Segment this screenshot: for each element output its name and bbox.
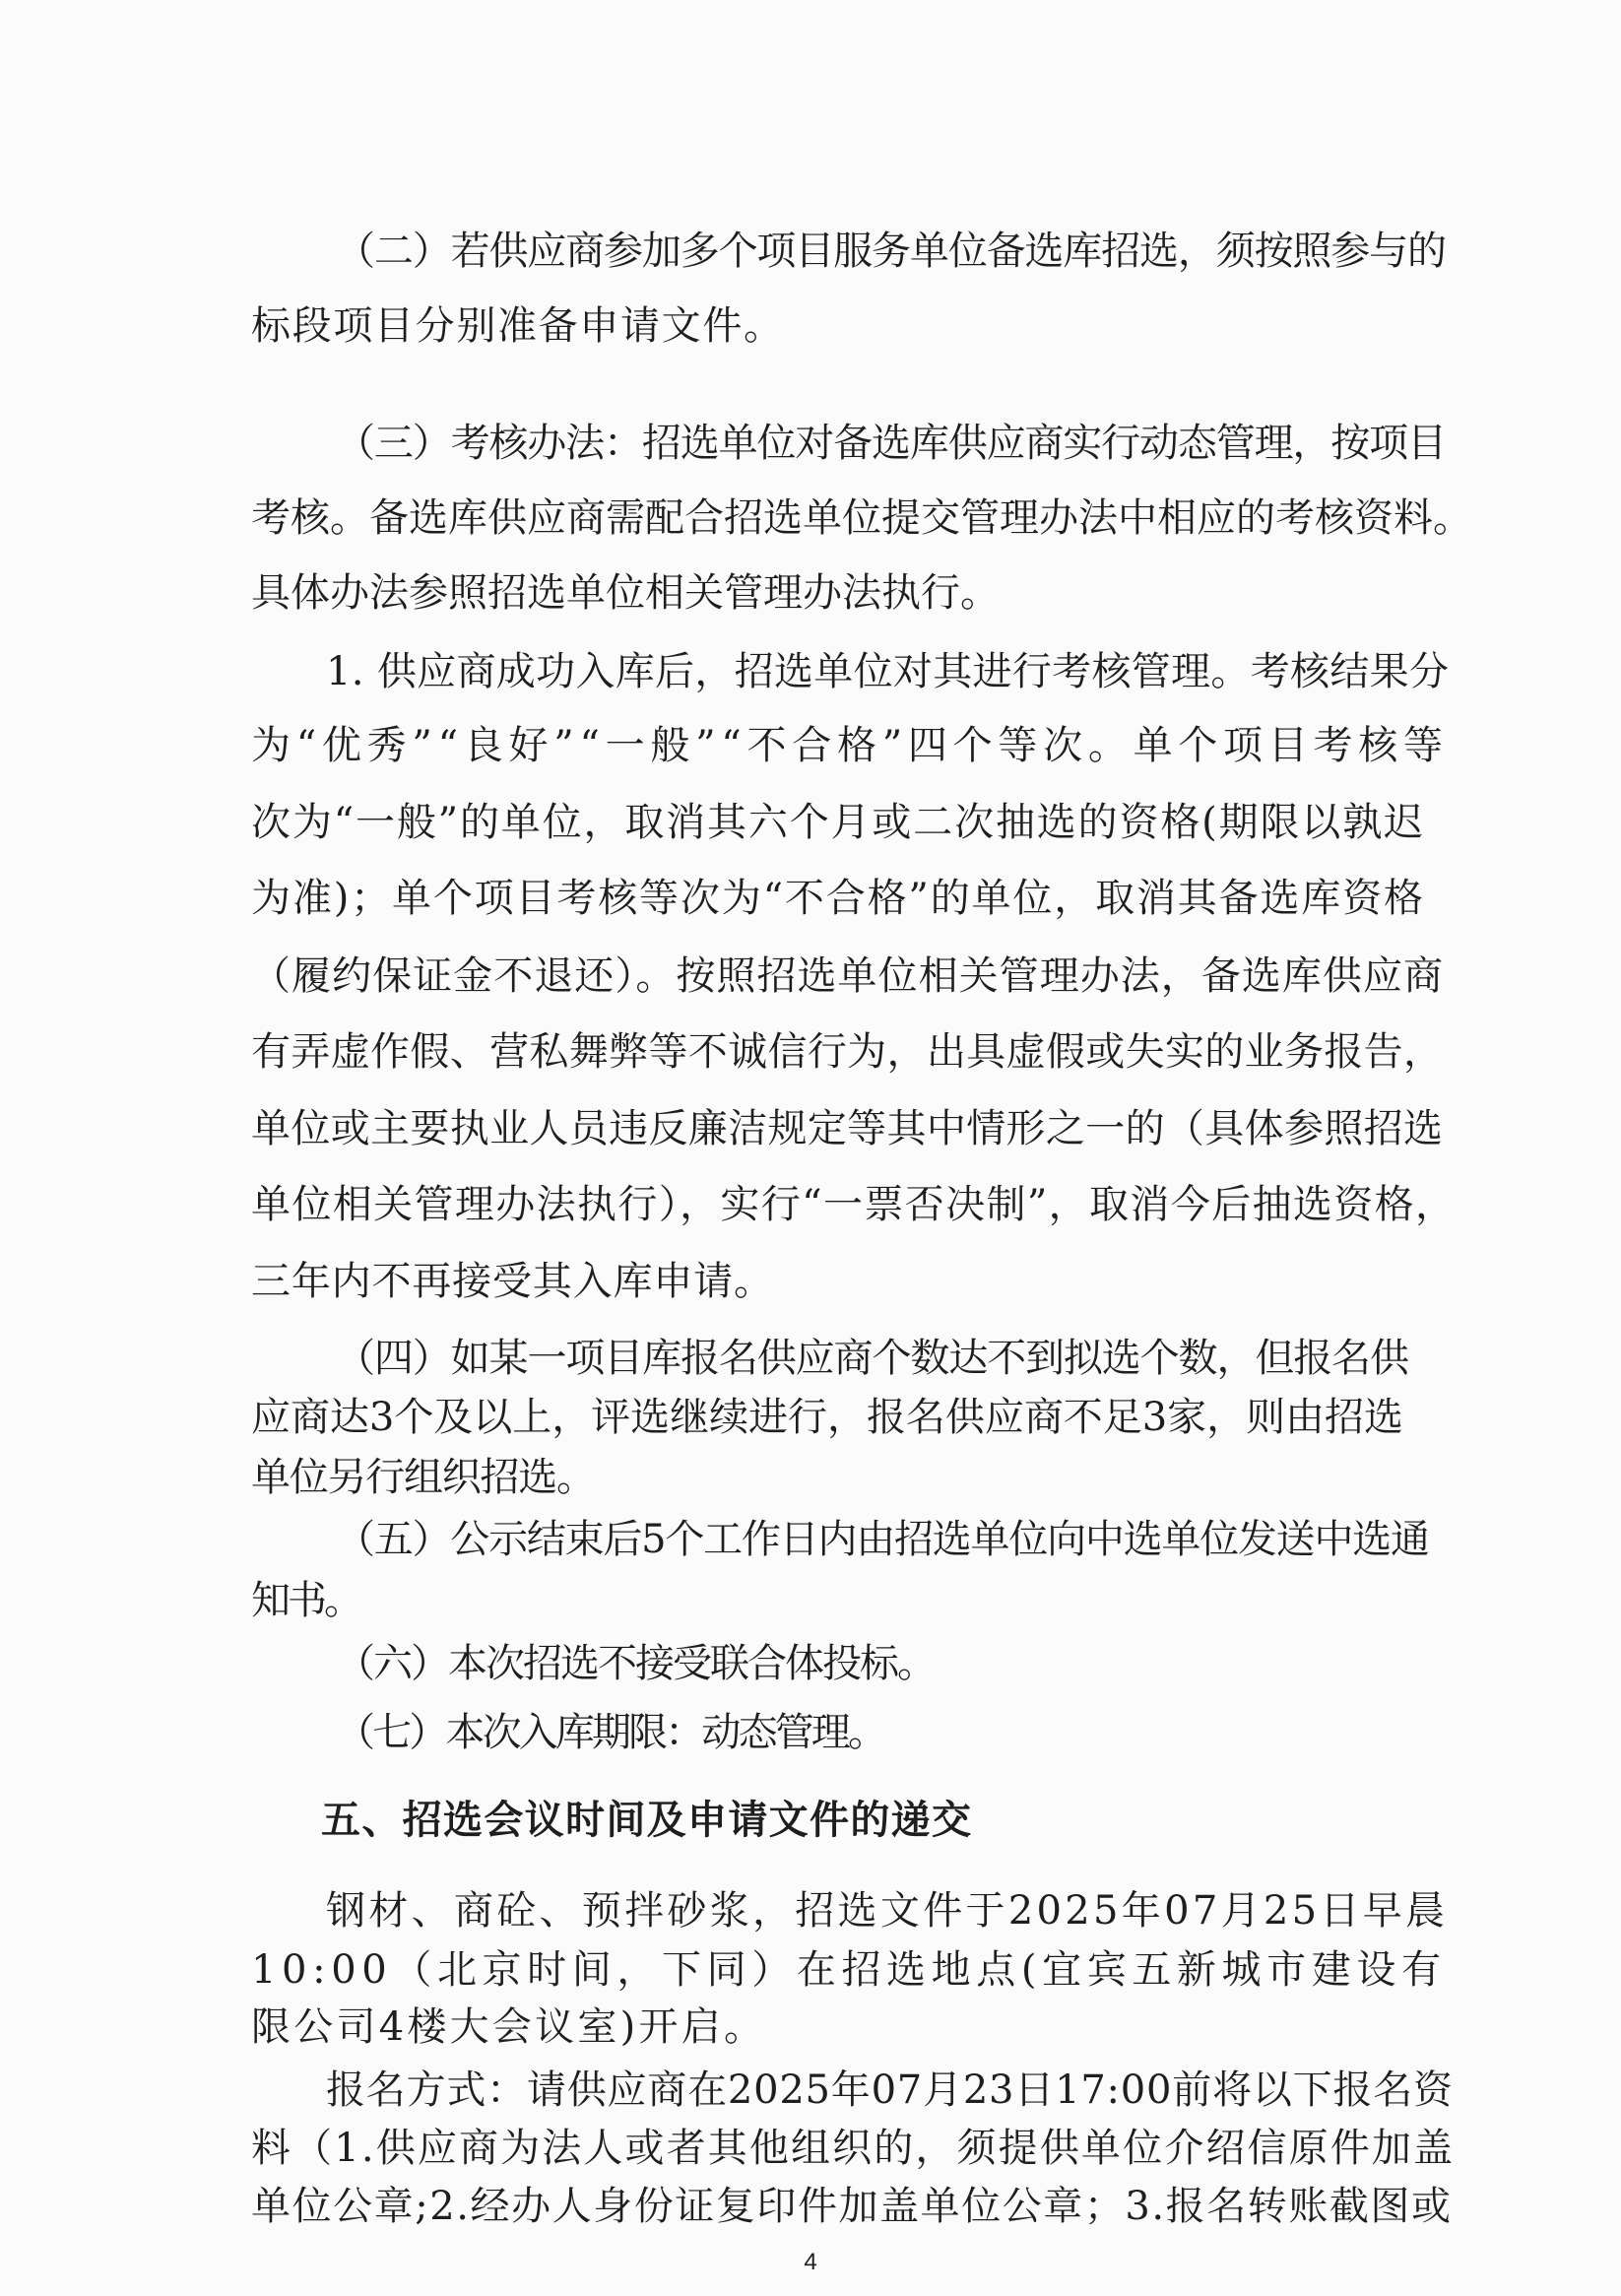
paragraph-line: 应商达3个及以上，评选继续进行，报名供应商不足3家，则由招选	[251, 1395, 1403, 1440]
paragraph-line: （三）考核办法：招选单位对备选库供应商实行动态管理，按项目	[336, 421, 1446, 466]
paragraph-line: （四）如某一项目库报名供应商个数达不到拟选个数，但报名供	[336, 1336, 1408, 1381]
paragraph-line: （履约保证金不退还）。按照招选单位相关管理办法，备选库供应商	[251, 953, 1445, 999]
paragraph-line: 报名方式：请供应商在2025年07月23日17:00前将以下报名资	[326, 2067, 1454, 2113]
paragraph-line: 10:00（北京时间，下同）在招选地点(宜宾五新城市建设有	[251, 1947, 1447, 1993]
paragraph-line: 有弄虚作假、营私舞弊等不诚信行为，出具虚假或失实的业务报告，	[251, 1029, 1444, 1075]
page-number: 4	[804, 2249, 817, 2275]
paragraph-line: （六）本次招选不接受联合体投标。	[336, 1641, 935, 1686]
paragraph-line: 单位或主要执业人员违反廉洁规定等其中情形之一的（具体参照招选	[251, 1106, 1444, 1151]
paragraph-line: 1. 供应商成功入库后，招选单位对其进行考核管理。考核结果分	[326, 649, 1450, 694]
paragraph-line: 具体办法参照招选单位相关管理办法执行。	[251, 570, 1000, 616]
paragraph-line: 知书。	[251, 1578, 360, 1623]
paragraph-line: 单位公章;2.经办人身份证复印件加盖单位公章；3.报名转账截图或	[251, 2184, 1453, 2229]
paragraph-line: 单位另行组织招选。	[251, 1455, 595, 1500]
paragraph-line: 料（1.供应商为法人或者其他组织的，须提供单位介绍信原件加盖	[251, 2126, 1456, 2171]
paragraph-line: 单位相关管理办法执行），实行“一票否决制”，取消今后抽选资格，	[251, 1182, 1457, 1227]
paragraph-line: 次为“一般”的单位，取消其六个月或二次抽选的资格(期限以孰迟	[251, 800, 1425, 845]
paragraph-line: （七）本次入库期限：动态管理。	[336, 1710, 885, 1755]
paragraph-line: 钢材、商砼、预拌砂浆，招选文件于2025年07月25日早晨	[326, 1888, 1449, 1934]
section-heading: 五、招选会议时间及申请文件的递交	[321, 1798, 973, 1843]
paragraph-line: 考核。备选库供应商需配合招选单位提交管理办法中相应的考核资料。	[251, 495, 1472, 541]
paragraph-line: 三年内不再接受其入库申请。	[251, 1259, 774, 1304]
paragraph-line: 为“优秀”“良好”“一般”“不合格”四个等次。单个项目考核等	[251, 723, 1449, 768]
paragraph-line: 为准)；单个项目考核等次为“不合格”的单位，取消其备选库资格	[251, 876, 1425, 921]
paragraph-line: （五）公示结束后5个工作日内由招选单位向中选单位发送中选通	[336, 1517, 1429, 1562]
paragraph-line: 标段项目分别准备申请文件。	[251, 303, 785, 349]
paragraph-line: （二）若供应商参加多个项目服务单位备选库招选，须按照参与的	[336, 229, 1446, 274]
paragraph-line: 限公司4楼大会议室)开启。	[251, 2004, 767, 2050]
